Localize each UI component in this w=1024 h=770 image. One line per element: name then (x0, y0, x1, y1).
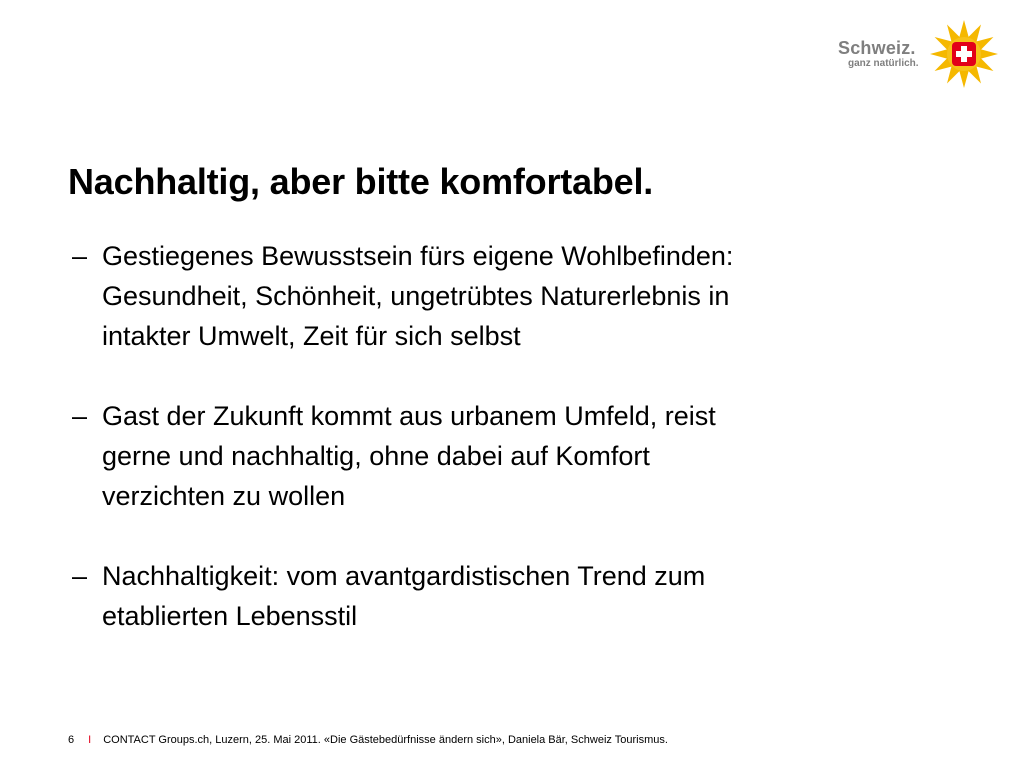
bullet-line: Gast der Zukunft kommt aus urbanem Umfeld, reist (102, 401, 716, 431)
bullet-dash: – (72, 241, 88, 271)
swiss-cross-flower-icon (928, 18, 1000, 90)
bullet-line: etablierten Lebensstil (102, 601, 358, 631)
bullet-line: gerne und nachhaltig, ohne dabei auf Komfort (102, 441, 650, 471)
bullet-line: verzichten zu wollen (102, 481, 346, 511)
footer-source: CONTACT Groups.ch, Luzern, 25. Mai 2011. «Die Gästebedürfnisse ändern sich», Daniela Bär, Schweiz Tourismus. (103, 734, 668, 746)
bullet-line: Gestiegenes Bewusstsein fürs eigene Wohlbefinden: (102, 241, 734, 271)
bullet-line: Nachhaltigkeit: vom avantgardistischen Trend zum (102, 561, 706, 591)
page-number: 6 (68, 734, 75, 746)
logo-wordmark: Schweiz. (838, 38, 916, 58)
schweiz-logo (836, 18, 1006, 90)
logo-tagline: ganz natürlich. (848, 58, 919, 69)
footer-separator: I (88, 734, 92, 746)
bullet-item (72, 396, 932, 516)
bullet-dash: – (72, 561, 88, 591)
bullet-dash: – (72, 401, 88, 431)
bullet-item (72, 236, 932, 356)
bullet-list (72, 236, 932, 676)
bullet-line: Gesundheit, Schönheit, ungetrübtes Naturerlebnis in (102, 281, 730, 311)
slide-title: Nachhaltig, aber bitte komfortabel. (68, 161, 654, 202)
bullet-item (72, 556, 932, 636)
slide-footer (68, 733, 668, 747)
bullet-line: intakter Umwelt, Zeit für sich selbst (102, 321, 521, 351)
